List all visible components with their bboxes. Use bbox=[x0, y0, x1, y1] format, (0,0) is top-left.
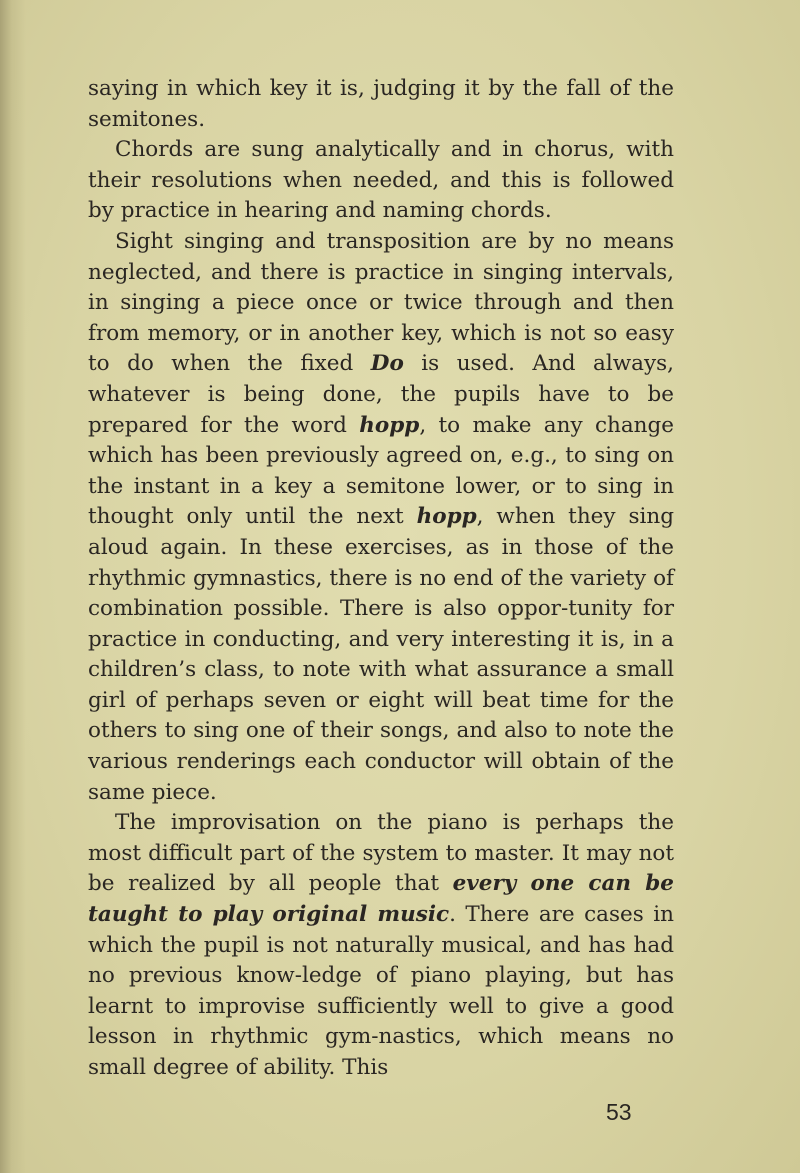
text-run: saying in which key it is, judging it by the fall of the semitones. bbox=[88, 76, 674, 132]
text-run: The improvisation on the piano is perhaps the most difficult part of the system to master. It may not be realized by all people that bbox=[88, 810, 674, 897]
text-run: , to make any change which has been previously agreed on, e.g., to sing on the instant in a key a semitone lower, or to sing in thought only until the next bbox=[88, 412, 674, 530]
paragraph bbox=[88, 74, 674, 135]
text-run: Sight singing and transposition are by no means neglected, and there is practice in singing intervals, in singing a piece once or twice through and then from memory, or in another key, which is not so easy to do when the fixed bbox=[88, 228, 674, 377]
paragraph bbox=[88, 227, 674, 808]
text-run: . There are cases in which the pupil is not naturally musical, and has had no previous know-ledge of piano playing, but has learnt to improvise sufficiently well to give a good lesson in rhythmic gym-nastics, which means no small degree of ability. This bbox=[88, 902, 674, 1080]
italic-term: hopp bbox=[416, 504, 477, 530]
italic-term: Do bbox=[370, 351, 404, 377]
paragraph bbox=[88, 808, 674, 1083]
text-run: , when they sing aloud again. In these exercises, as in those of the rhythmic gymnastics, there is no end of the variety of combination possible. There is also oppor-tunity for practice in conducting, and very interesting it is, in a children’s class, to note with what assurance a small girl of perhaps seven or eight will beat time for the others to sing one of their songs, and also to note the various renderings each conductor will obtain of the same piece. bbox=[88, 504, 674, 805]
text-run: Chords are sung analytically and in chorus, with their resolutions when needed, and this is followed by practice in hearing and naming chords. bbox=[88, 137, 674, 224]
binding-gutter-shadow bbox=[0, 0, 26, 1173]
text-run: is used. And always, whatever is being done, the pupils have to be prepared for the word bbox=[88, 351, 674, 438]
italic-phrase: every one can be taught to play original music bbox=[88, 871, 674, 928]
italic-term: hopp bbox=[359, 412, 420, 438]
body-text bbox=[88, 74, 674, 1084]
paragraph bbox=[88, 135, 674, 227]
page-number: 53 bbox=[606, 1099, 632, 1125]
